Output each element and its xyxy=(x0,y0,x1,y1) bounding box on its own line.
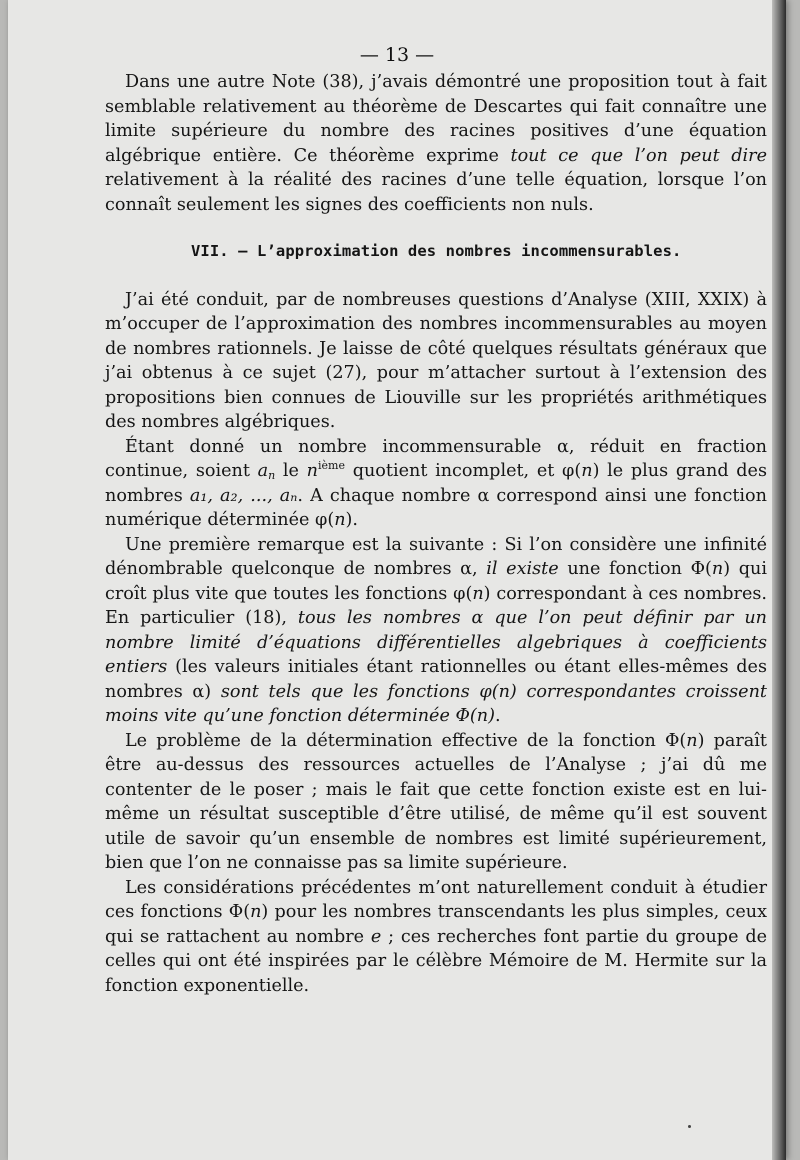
paragraph-descartes: Dans une autre Note (38), j’avais démontré une proposition tout à fait semblable relativement au théorème de Descartes qui fait connaître une limite supérieure du nombre des racines positives d’une équation algébrique entière. Ce théorème exprime tout ce que l’on peut dire relativement à la réalité des racines d’une telle équation, lorsque l’on connaît seulement les signes des coefficients non nuls. xyxy=(105,72,767,215)
paragraph-continued-fraction: Étant donné un nombre incommensurable α, réduit en fraction continue, soient $a_n$ le $n^{ième}$ quotient incomplet, et φ(n) le plus grand des nombres a₁, a₂, ..., aₙ. A chaque nombre α correspond ainsi une fonction numérique déterminée φ(n). xyxy=(105,436,767,530)
paragraph-effective-determination: Le problème de la détermination effective de la fonction Φ(n) paraît être au-dessus des ressources actuelles de l’Analyse ; j’ai dû me contenter de le poser ; mais le fait que cette fonction existe est en lui-même un résultat susceptible d’être utilisé, de même qu’il est souvent utile de savoir qu’un ensemble de nombres est limité supérieurement, bien que l’on ne connaisse pas sa limite supérieure. xyxy=(105,730,767,873)
paragraph-transcendental: Les considérations précédentes m’ont naturellement conduit à étudier ces fonctions Φ(n) pour les nombres transcendants les plus simples, ceux qui se rattachent au nombre e ; ces recherches font partie du groupe de celles qui ont été inspirées par le célèbre Mémoire de M. Hermite sur la fonction exponentielle. xyxy=(105,877,767,996)
paragraph-first-remark: Une première remarque est la suivante : Si l’on considère une infinité dénombrable quelconque de nombres α, il existe une fonction Φ(n) qui croît plus vite que toutes les fonctions φ(n) correspondant à ces nombres. En particulier (18), tous les nombres α que l’on peut définir par un nombre limité d’équations différentielles algebriques à coefficients entiers (les valeurs initiales étant rationnelles ou étant elles-mêmes des nombres α) sont tels que les fonctions φ(n) correspondantes croissent moins vite qu’une fonction déterminée Φ(n). xyxy=(105,534,767,726)
paragraph-approximation: J’ai été conduit, par de nombreuses questions d’Analyse (XIII, XXIX) à m’occuper de l’approximation des nombres incommensurables au moyen de nombres rationnels. Je laisse de côté quelques résultats généraux que j’ai obtenus à ce sujet (27), pour m’attacher surtout à l’extension des propositions bien connues de Liouville sur les propriétés arithmétiques des nombres algébriques. xyxy=(105,289,767,432)
page-body xyxy=(105,70,767,998)
book-page xyxy=(8,0,786,1160)
section-heading: VII. — L’approximation des nombres incommensurables. xyxy=(191,242,682,260)
page-gutter-shadow xyxy=(772,0,786,1160)
page-number: — 13 — xyxy=(359,44,435,66)
paper-speck xyxy=(688,1125,691,1128)
